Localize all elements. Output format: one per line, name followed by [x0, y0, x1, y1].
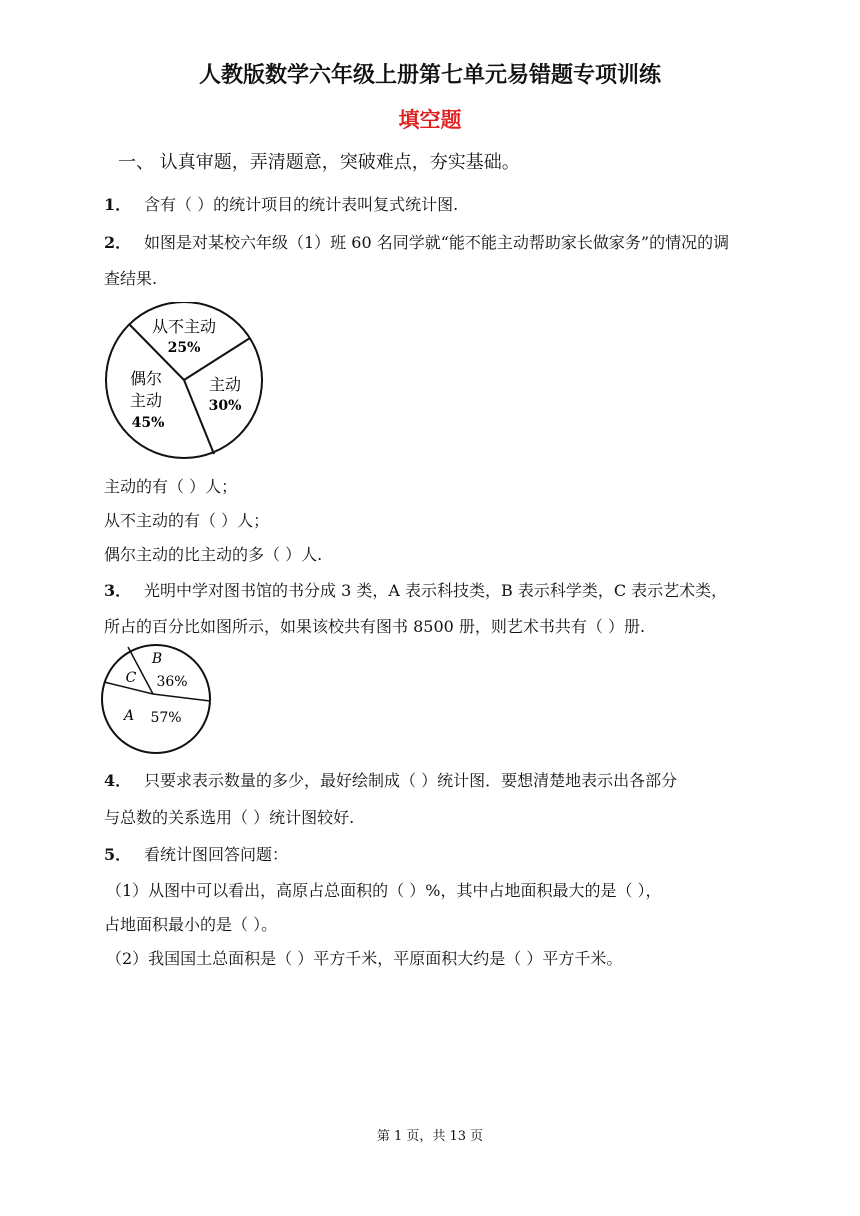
question-3 [104, 578, 727, 601]
section-subtitle: 填空题 [398, 108, 462, 132]
question-text: 含有（ ）的统计项目的统计表叫复式统计图. [144, 195, 459, 214]
slice-label: B [151, 651, 163, 667]
question-3-continued: 所占的百分比如图所示，如果该校共有图书 8500 册，则艺术书共有（ ）册. [104, 617, 646, 636]
page-footer: 第 1 页，共 13 页 [376, 1129, 484, 1144]
sub-question-1-continued: 占地面积最小的是（ ）。 [104, 915, 278, 934]
slice-value-label: 36% [156, 674, 188, 690]
question-text: 光明中学对图书馆的书分成 3 类，A 表示科技类，B 表示科学类，C 表示艺术类， [144, 581, 728, 600]
page-title: 人教版数学六年级上册第七单元易错题专项训练 [198, 63, 661, 88]
slice-label: 从不主动 [151, 317, 217, 336]
question-number: 4． [104, 771, 132, 790]
blank-line: 从不主动的有（ ）人； [104, 511, 270, 530]
blank-line: 主动的有（ ）人； [104, 477, 238, 496]
slice-label: A [123, 708, 135, 724]
question-2 [104, 230, 729, 253]
question-4 [104, 768, 677, 791]
slice-label: 偶尔 [129, 369, 163, 388]
slice-label: C [125, 670, 137, 686]
slice-value-label: 45% [131, 415, 165, 431]
blank-line: 偶尔主动的比主动的多（ ）人. [104, 545, 323, 564]
question-number: 5． [104, 845, 132, 864]
question-4-continued: 与总数的关系选用（ ）统计图较好. [104, 808, 355, 827]
pie-chart-housework [100, 302, 270, 460]
slice-value-label: 30% [208, 398, 242, 414]
question-2-continued: 查结果. [104, 269, 158, 288]
pie-chart-books [100, 644, 214, 756]
question-text: 只要求表示数量的多少，最好绘制成（ ）统计图．要想清楚地表示出各部分 [144, 771, 678, 790]
question-text: 如图是对某校六年级（1）班 60 名同学就“能不能主动帮助家长做家务”的情况的调 [144, 233, 730, 252]
question-text: 看统计图回答问题： [144, 845, 289, 864]
slice-label: 主动 [129, 391, 163, 410]
slice-value-label: 25% [167, 340, 201, 356]
slice-value-label: 57% [150, 710, 182, 726]
question-number: 3． [104, 581, 132, 600]
question-1 [104, 192, 458, 215]
question-number: 2． [104, 233, 132, 252]
slice-label: 主动 [208, 375, 242, 394]
sub-question-1: （1）从图中可以看出，高原占总面积的（ ）%，其中占地面积最大的是（ ）， [106, 881, 662, 900]
question-5 [104, 842, 288, 865]
section-instruction: 一、 认真审题，弄清题意，突破难点，夯实基础。 [118, 152, 520, 173]
sub-question-2: （2）我国国土总面积是（ ）平方千米，平原面积大约是（ ）平方千米。 [106, 949, 623, 968]
question-number: 1． [104, 195, 132, 214]
